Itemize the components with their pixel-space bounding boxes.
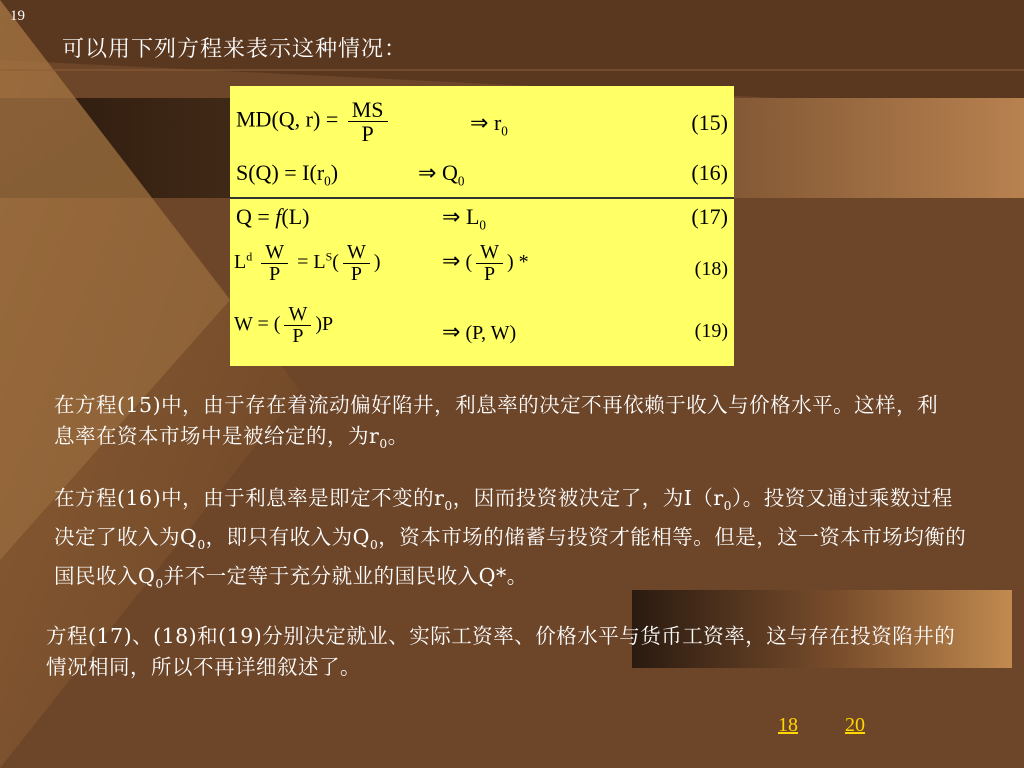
eq15-result: r (493, 110, 502, 135)
para2-text-d: ，即只有收入为Q (205, 525, 370, 550)
equation-18 (230, 242, 734, 300)
equation-15 (230, 92, 734, 154)
eq15-denominator: P (361, 121, 374, 147)
eq15-fraction (348, 98, 388, 145)
eq18-den-3: P (483, 263, 496, 285)
eq17-result: L (465, 204, 480, 229)
eq17-lhs-tail: (L) (281, 204, 310, 229)
eq16-lhs: S(Q) = I(r (236, 160, 325, 185)
eq18-open: ( (332, 251, 339, 274)
paragraph-eq15 (54, 390, 954, 460)
eq19-num: W (284, 304, 311, 326)
eq18-labor-supply: = L (297, 251, 326, 274)
eq18-num-2: W (343, 242, 370, 264)
eq18-open-2: ( (465, 251, 473, 274)
equation-box (230, 86, 734, 366)
implies-arrow: ⇒ (442, 205, 461, 230)
eq19-number: (19) (694, 320, 728, 342)
eq18-sup-d: d (246, 249, 253, 264)
paragraph-eq17-19: 方程(17)、(18)和(19)分别决定就业、实际工资率、价格水平与货币工资率，这与存在投资陷井的情况相同，所以不再详细叙述了。 (46, 624, 956, 679)
eq19-fraction (284, 304, 311, 347)
eq15-number: (15) (691, 110, 728, 135)
prev-slide-link[interactable]: 18 (778, 714, 798, 736)
para2-sub-b: 0 (723, 499, 732, 514)
eq17-number: (17) (691, 204, 728, 229)
equation-19 (230, 304, 734, 364)
eq17-lhs: Q = (236, 204, 276, 229)
eq18-num-3: W (476, 242, 503, 264)
eq16-lhs-tail: ) (330, 160, 339, 185)
eq18-num-1: W (261, 242, 288, 264)
slide-number: 19 (10, 8, 25, 24)
eq18-sup-s: S (325, 249, 333, 264)
para2-text-a: 在方程(16)中，由于利息率是即定不变的r (54, 486, 445, 510)
eq19-lhs: W = ( (234, 313, 281, 336)
para2-sub-e: 0 (155, 577, 164, 592)
eq18-fraction-2 (343, 242, 370, 285)
implies-arrow: ⇒ (442, 320, 461, 345)
eq18-close: ) (373, 251, 381, 274)
eq16-result: Q (441, 160, 458, 185)
equation-divider (230, 197, 734, 199)
implies-arrow: ⇒ (418, 161, 437, 186)
eq18-fraction-3 (476, 242, 503, 285)
eq15-result-sub: 0 (501, 123, 508, 139)
eq15-numerator: MS (348, 98, 388, 122)
paragraph-eq16 (54, 483, 969, 600)
eq18-fraction-1 (261, 242, 288, 285)
eq18-close-2: ) * (507, 251, 529, 274)
para2-sub-a: 0 (444, 499, 453, 514)
para2-text-f: 并不一定等于充分就业的国民收入Q*。 (163, 564, 528, 589)
eq19-den: P (292, 325, 304, 347)
implies-arrow: ⇒ (470, 111, 489, 136)
eq19-result: (P, W) (465, 322, 517, 344)
eq17-result-sub: 0 (479, 217, 486, 233)
para2-text-e: ，资本市场的储蓄与投资才能相等。但是，这一资本市场均衡的国民收入Q (54, 525, 967, 589)
para2-text-b: ，因而投资被决定了，为I（r (452, 486, 724, 510)
eq18-number: (18) (694, 258, 728, 280)
eq16-number: (16) (691, 160, 728, 185)
eq18-den-2: P (350, 263, 362, 285)
equation-17 (230, 204, 734, 240)
para1-sub: 0 (379, 437, 388, 452)
eq15-lhs: MD(Q, r) = (236, 106, 339, 132)
para1-end: 。 (387, 424, 409, 448)
para2-sub-d: 0 (369, 538, 379, 553)
para2-sub-c: 0 (197, 538, 206, 553)
eq18-den-1: P (269, 263, 281, 285)
para2-text-c: ）。投资又通过乘数过程决定了收入为Q (54, 486, 953, 550)
next-slide-link[interactable]: 20 (845, 714, 865, 736)
implies-arrow: ⇒ (442, 249, 461, 275)
equation-16 (230, 158, 734, 194)
eq19-lhs-tail: )P (315, 313, 334, 336)
eq16-lhs-sub: 0 (324, 173, 331, 189)
eq16-result-sub: 0 (457, 173, 465, 189)
eq18-labor-demand: L (234, 251, 247, 274)
para1-text: 在方程(15)中，由于存在着流动偏好陷井，利息率的决定不再依赖于收入与价格水平。这样，利息率在资本市场中是被给定的，为r (54, 393, 939, 448)
intro-text: 可以用下列方程来表示这种情况： (62, 37, 408, 62)
eq17-function: f (275, 204, 282, 229)
